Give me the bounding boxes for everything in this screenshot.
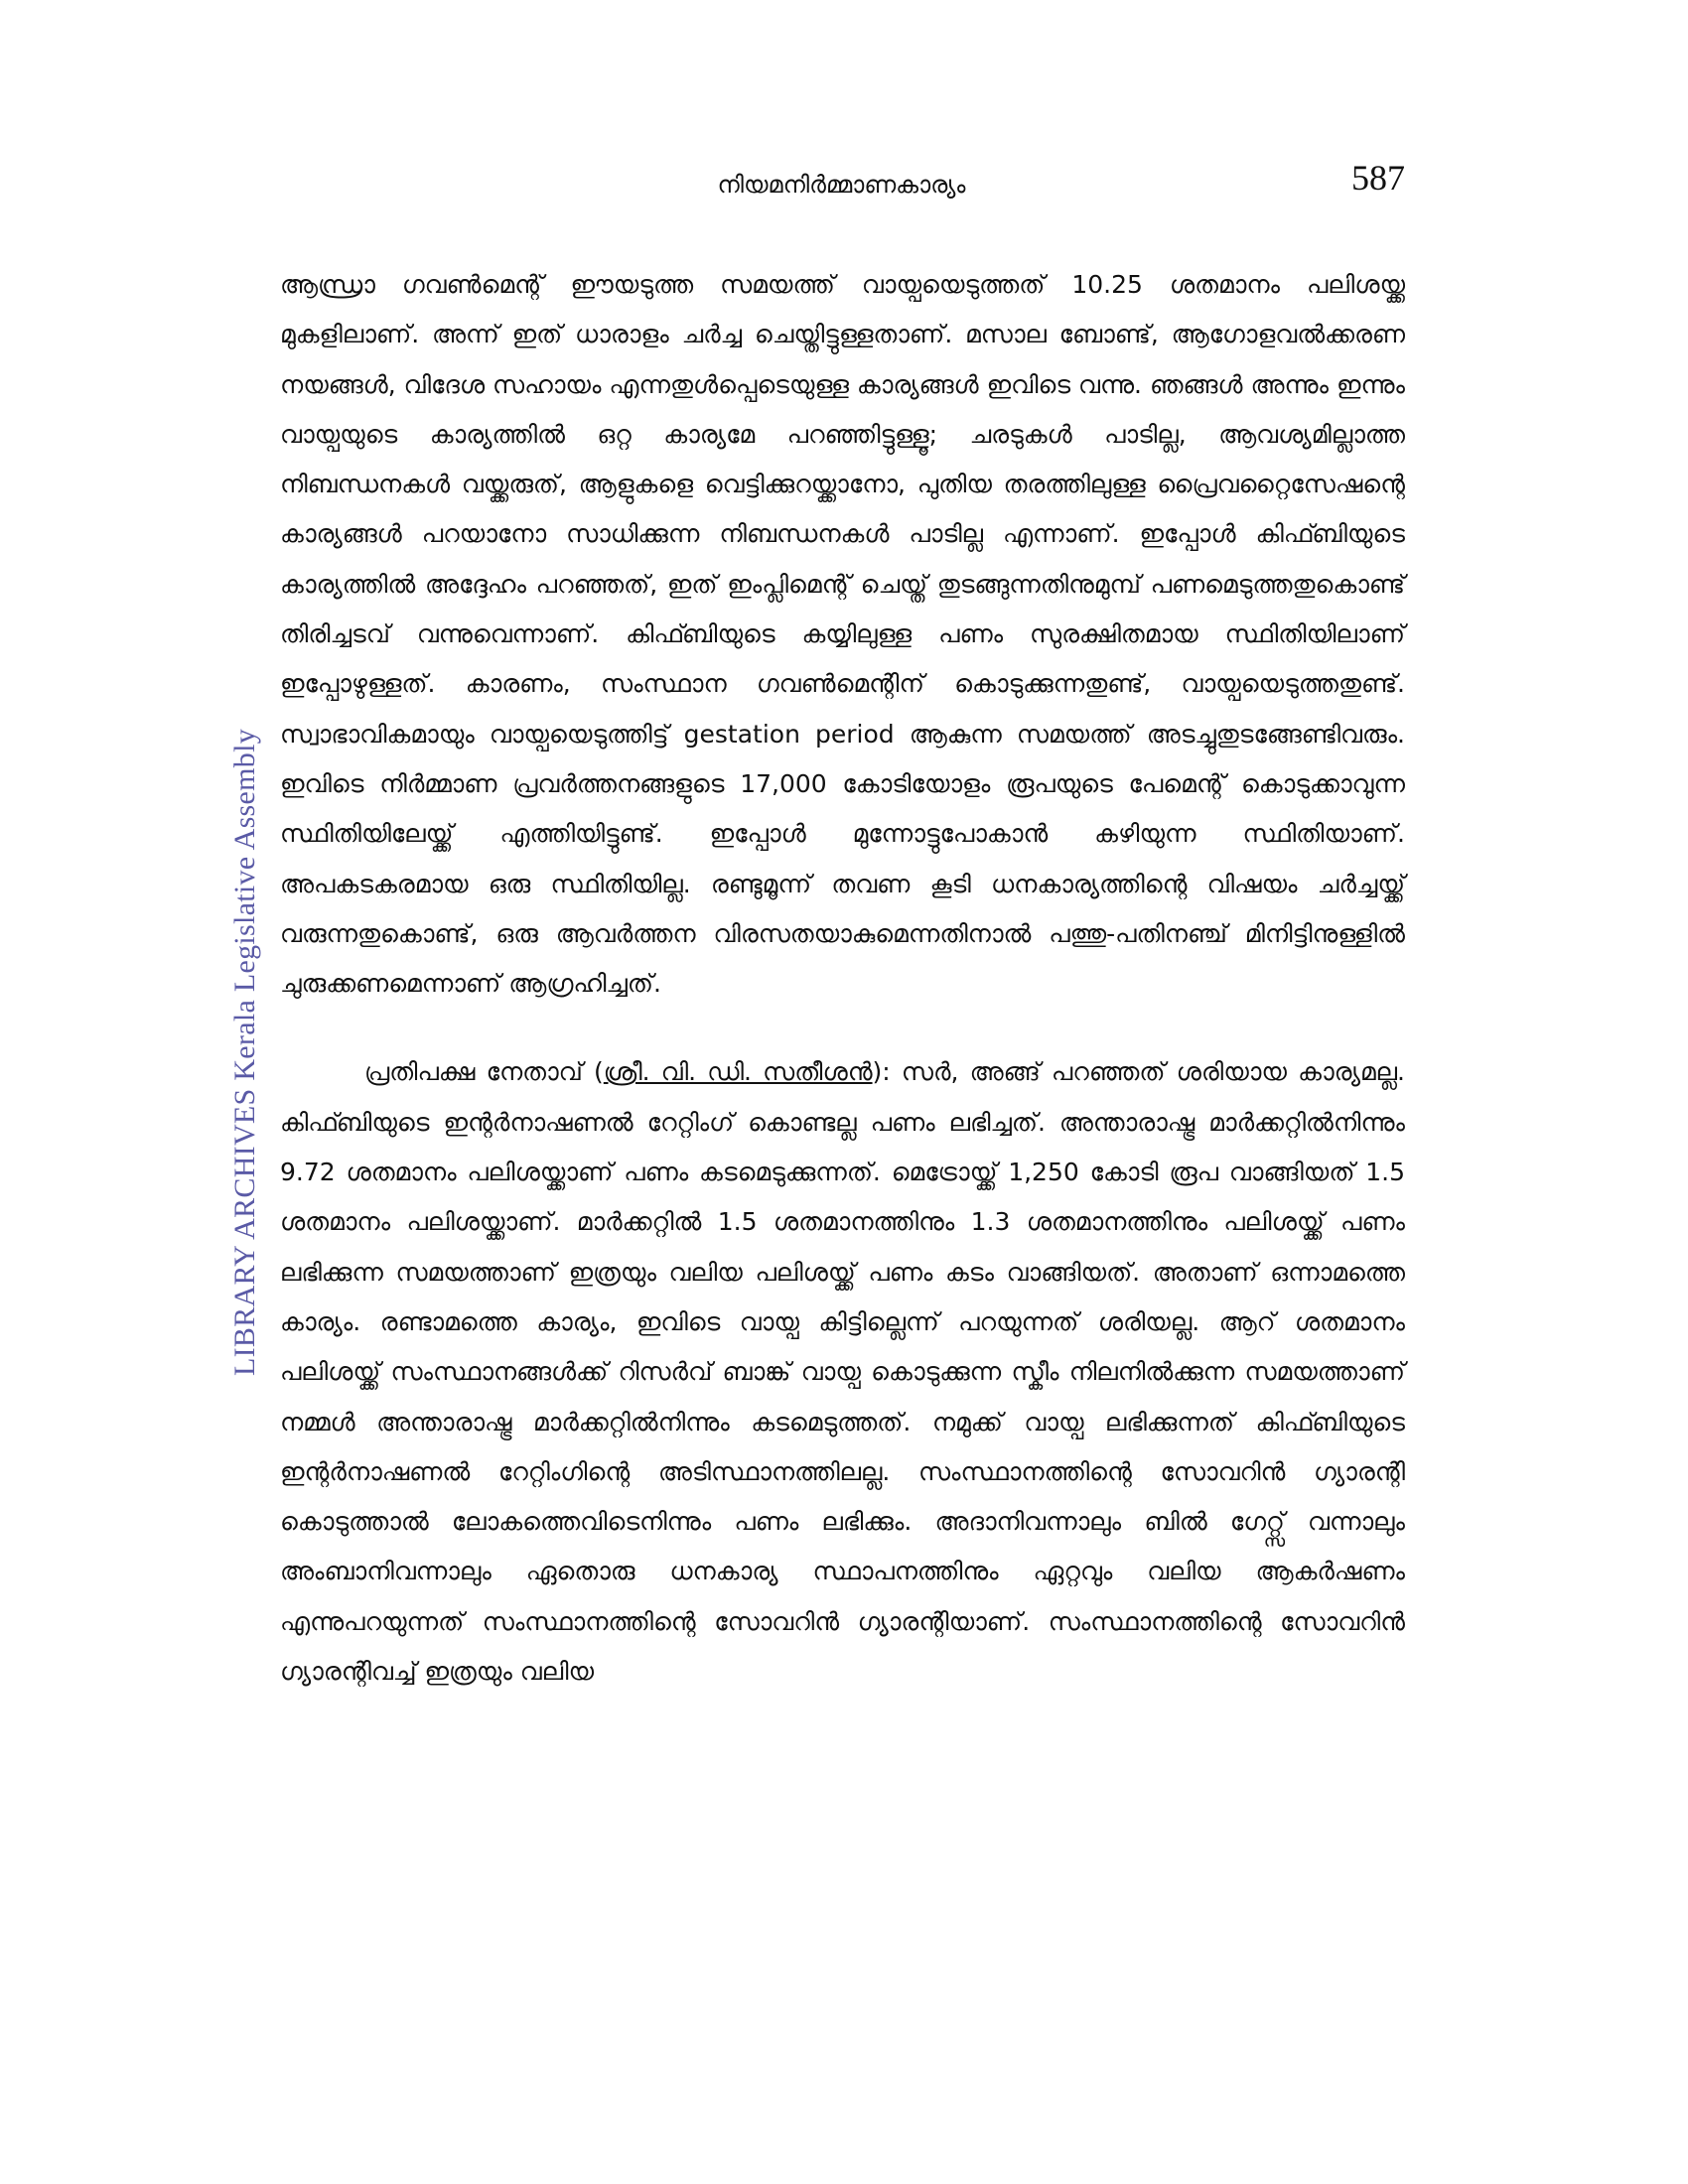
running-title: നിയമനിർമ്മാണകാര്യം xyxy=(717,171,966,199)
paragraph-opposition-leader xyxy=(280,1047,1405,1697)
speaker-close: ): xyxy=(872,1057,891,1087)
page-number: 587 xyxy=(1351,158,1405,198)
speaker-role: പ്രതിപക്ഷ നേതാവ് ( xyxy=(364,1057,604,1087)
speaker-name: ശ്രീ. വി. ഡി. സതീശൻ xyxy=(603,1057,873,1087)
paragraph-text: ആന്ധ്രാ ഗവൺമെന്റ് ഈയടുത്ത സമയത്ത് വായ്പയെടുത്തത് 10.25 ശതമാനം പലിശയ്ക്ക മുകളിലാണ്. അന്ന് ഇത് ധാരാളം ചർച്ച ചെയ്തിട്ടുള്ളതാണ്. മസാല ബോണ്ട്, ആഗോളവൽക്കരണ നയങ്ങൾ, വിദേശ സഹായം എന്നതുൾപ്പെടെയുള്ള കാര്യങ്ങൾ ഇവിടെ വന്നു. ഞങ്ങൾ അന്നും ഇന്നും വായ്പയുടെ കാര്യത്തിൽ ഒറ്റ കാര്യമേ പറഞ്ഞിട്ടുള്ളൂ; ചരടുകൾ പാടില്ല, ആവശ്യമില്ലാത്ത നിബന്ധനകൾ വയ്ക്കരുത്, ആളുകളെ വെട്ടിക്കുറയ്ക്കാനോ, പുതിയ തരത്തിലുള്ള പ്രൈവറ്റൈസേഷന്റെ കാര്യങ്ങൾ പറയാനോ സാധിക്കുന്ന നിബന്ധനകൾ പാടില്ല എന്നാണ്. ഇപ്പോൾ കിഫ്ബിയുടെ കാര്യത്തിൽ അദ്ദേഹം പറഞ്ഞത്, ഇത് ഇംപ്ലിമെന്റ് ചെയ്ത് തുടങ്ങുന്നതിനുമുമ്പ് പണമെടുത്തതുകൊണ്ട് തിരിച്ചടവ് വന്നുവെന്നാണ്. കിഫ്ബിയുടെ കയ്യിലുള്ള പണം സുരക്ഷിതമായ സ്ഥിതിയിലാണ് ഇപ്പോഴുള്ളത്. കാരണം, സംസ്ഥാന ഗവൺമെന്റിന് കൊടുക്കുന്നതുണ്ട്, വായ്പയെടുത്തതുണ്ട്. സ്വാഭാവികമായും വായ്പയെടുത്തിട്ട് gestation period ആകുന്ന സമയത്ത് അടച്ചുതുടങ്ങേണ്ടിവരും. ഇവിടെ നിർമ്മാണ പ്രവർത്തനങ്ങളുടെ 17,000 കോടിയോളം രൂപയുടെ പേമെന്റ് കൊടുക്കാവുന്ന സ്ഥിതിയിലേയ്ക്ക് എത്തിയിട്ടുണ്ട്. ഇപ്പോൾ മുന്നോട്ടുപോകാൻ കഴിയുന്ന സ്ഥിതിയാണ്. അപകടകരമായ ഒരു സ്ഥിതിയില്ല. രണ്ടുമൂന്ന് തവണ കൂടി ധനകാര്യത്തിന്റെ വിഷയം ചർച്ചയ്ക്ക് വരുന്നതുകൊണ്ട്, ഒരു ആവർത്തന വിരസതയാകുമെന്നതിനാൽ പത്തു-പതിനഞ്ച് മിനിട്ടിനുള്ളിൽ ചുരുക്കണമെന്നാണ് ആഗ്രഹിച്ചത്. xyxy=(280,270,1405,999)
paragraph-minister-reply xyxy=(280,260,1405,1009)
archive-watermark: LIBRARY ARCHIVES Kerala Legislative Assembly xyxy=(228,728,261,1377)
page-header xyxy=(278,157,1405,216)
document-body xyxy=(280,260,1405,1697)
paragraph-text: സർ, അങ്ങ് പറഞ്ഞത് ശരിയായ കാര്യമല്ല. കിഫ്ബിയുടെ ഇന്റർനാഷണൽ റേറ്റിംഗ് കൊണ്ടല്ല പണം ലഭിച്ചത്. അന്താരാഷ്ട്ര മാർക്കറ്റിൽനിന്നും 9.72 ശതമാനം പലിശയ്ക്കാണ് പണം കടമെടുക്കുന്നത്. മെട്രോയ്ക്ക് 1,250 കോടി രൂപ വാങ്ങിയത് 1.5 ശതമാനം പലിശയ്ക്കാണ്. മാർക്കറ്റിൽ 1.5 ശതമാനത്തിനും 1.3 ശതമാനത്തിനും പലിശയ്ക്ക് പണം ലഭിക്കുന്ന സമയത്താണ് ഇത്രയും വലിയ പലിശയ്ക്ക് പണം കടം വാങ്ങിയത്. അതാണ് ഒന്നാമത്തെ കാര്യം. രണ്ടാമത്തെ കാര്യം, ഇവിടെ വായ്പ കിട്ടില്ലെന്ന് പറയുന്നത് ശരിയല്ല. ആറ് ശതമാനം പലിശയ്ക്ക് സംസ്ഥാനങ്ങൾക്ക് റിസർവ് ബാങ്ക് വായ്പ കൊടുക്കുന്ന സ്കീം നിലനിൽക്കുന്ന സമയത്താണ് നമ്മൾ അന്താരാഷ്ട്ര മാർക്കറ്റിൽനിന്നും കടമെടുത്തത്. നമുക്ക് വായ്പ ലഭിക്കുന്നത് കിഫ്ബിയുടെ ഇന്റർനാഷണൽ റേറ്റിംഗിന്റെ അടിസ്ഥാനത്തിലല്ല. സംസ്ഥാനത്തിന്റെ സോവറിൻ ഗ്യാരന്റി കൊടുത്താൽ ലോകത്തെവിടെനിന്നും പണം ലഭിക്കും. അദാനിവന്നാലും ബിൽ ഗേറ്റ്സ് വന്നാലും അംബാനിവന്നാലും ഏതൊരു ധനകാര്യ സ്ഥാപനത്തിനും ഏറ്റവും വലിയ ആകർഷണം എന്നുപറയുന്നത് സംസ്ഥാനത്തിന്റെ സോവറിൻ ഗ്യാരന്റിയാണ്. സംസ്ഥാനത്തിന്റെ സോവറിൻ ഗ്യാരന്റിവച്ച് ഇത്രയും വലിയ xyxy=(280,1057,1405,1687)
